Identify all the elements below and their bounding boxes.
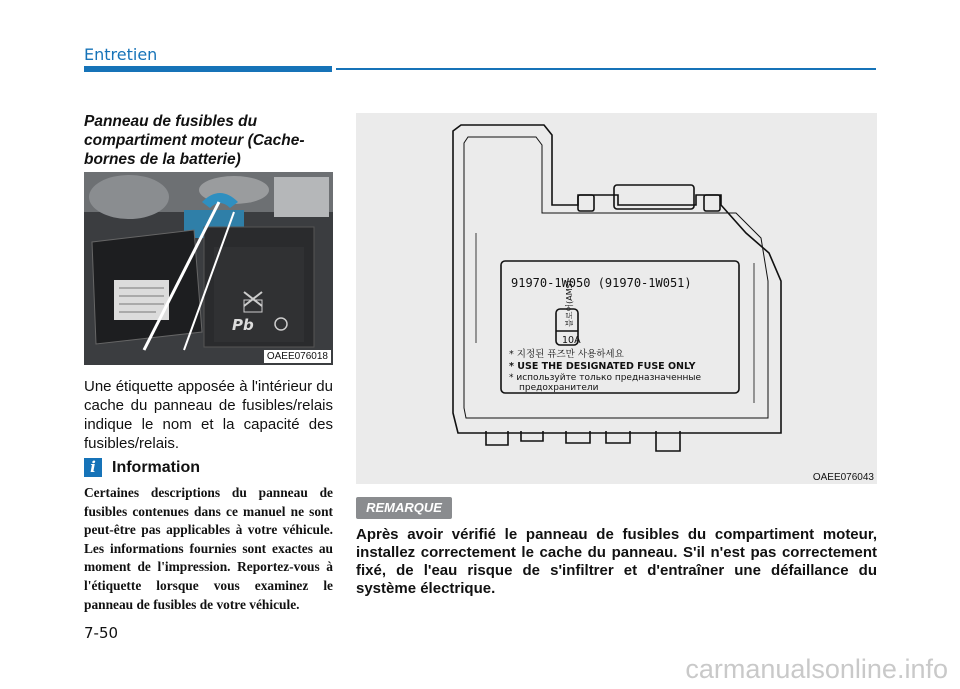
header-rule-thin <box>336 68 876 70</box>
diagram-warning-english: * USE THE DESIGNATED FUSE ONLY <box>509 361 696 372</box>
watermark: carmanualsonline.info <box>685 654 948 684</box>
fuse-cover-drawing <box>356 113 877 484</box>
section-header-title: Entretien <box>84 45 158 64</box>
photo-reference-code: OAEE076018 <box>264 350 331 363</box>
remarque-badge: REMARQUE <box>356 497 452 519</box>
diagram-fuse-korean-label: 블로어(AMS) <box>565 280 574 327</box>
information-label: Information <box>112 458 200 476</box>
body-paragraph: Une étiquette apposée à l'intérieur du cache du panneau de fusibles/relais indique le nom et la capacité des fusibles/relais. <box>84 378 333 452</box>
svg-text:Pb: Pb <box>232 316 254 334</box>
diagram-fuse-rating: 10A <box>562 335 581 346</box>
page-number: 7-50 <box>84 624 119 642</box>
diagram-warning-korean: * 지정된 퓨즈만 사용하세요 <box>509 349 624 360</box>
information-icon: i <box>84 458 102 477</box>
header-rule-thick <box>84 66 332 72</box>
information-text: Certaines descriptions du panneau de fusibles contenues dans ce manuel ne sont peut-être pas applicables à votre véhicule. Les informations fournies sont exactes au moment de l'impression. Reportez-vous à l'étiquette lorsque vous examinez le panneau de fusibles de votre véhicule. <box>84 485 333 612</box>
diagram-part-number: 91970-1W050 (91970-1W051) <box>511 276 692 290</box>
diagram-reference-code: OAEE076043 <box>812 472 874 483</box>
diagram-warning-russian-1: * используйте только предназначенные <box>509 373 702 383</box>
remarque-text: Après avoir vérifié le panneau de fusibles du compartiment moteur, installez correctement le cache du panneau. S'il n'est pas correctement fixé, de l'eau risque de s'infiltrer et d'entraîner une défaillance du système électrique. <box>356 526 877 597</box>
fuse-cover-diagram <box>356 113 877 484</box>
information-heading <box>84 458 200 477</box>
engine-bay-illustration <box>84 172 333 365</box>
engine-fuse-photo <box>84 172 333 365</box>
section-title: Panneau de fusibles du compartiment moteur (Cache-bornes de la batterie) <box>84 113 305 168</box>
diagram-warning-russian-2: предохранители <box>519 383 599 393</box>
